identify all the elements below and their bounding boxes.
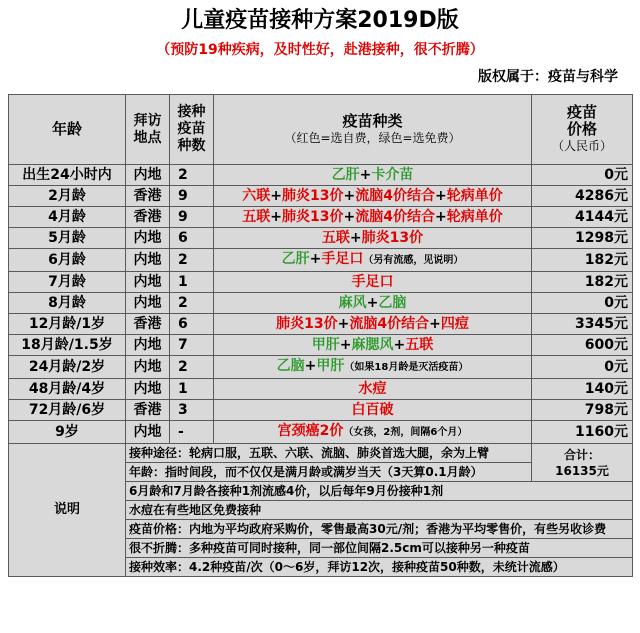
table-row <box>9 400 633 421</box>
age-cell: 72月龄/6岁 <box>9 400 126 421</box>
location-cell: 香港 <box>126 400 170 421</box>
table-row <box>9 249 633 272</box>
table-row <box>9 186 633 207</box>
total-label: 合计： <box>563 447 600 462</box>
vaccine-name: 乙肝 <box>331 167 360 183</box>
vaccine-name: 流脑4价结合 <box>355 209 435 225</box>
count-cell: 9 <box>170 186 214 207</box>
vaccine-name: 手足口 <box>321 251 364 267</box>
header-location-line: 拜访 <box>133 112 162 129</box>
vaccine-name: 六联 <box>242 188 271 204</box>
price-cell: 1298元 <box>532 228 633 249</box>
price-cell: 140元 <box>532 379 633 400</box>
vaccine-name: + <box>339 337 352 353</box>
age-cell: 出生24小时内 <box>9 165 126 186</box>
age-cell: 4月龄 <box>9 207 126 228</box>
count-cell: 9 <box>170 207 214 228</box>
vaccine-name: 白百破 <box>351 402 394 418</box>
vaccine-name: + <box>309 251 322 267</box>
vaccine-schedule-table <box>8 94 633 577</box>
count-cell: 2 <box>170 293 214 314</box>
vaccine-name: 五联 <box>405 337 434 353</box>
page-title: 儿童疫苗接种方案2019D版 <box>181 8 459 33</box>
vaccine-cell <box>214 186 532 207</box>
table-row <box>9 228 633 249</box>
price-cell: 600元 <box>532 335 633 356</box>
vaccine-note: （如果18月龄是灭活疫苗） <box>344 362 469 373</box>
note-line: 年龄：指时间段，而不仅仅是满月龄或满岁当天（3天算0.1月龄） <box>126 463 532 482</box>
vaccine-cell <box>214 293 532 314</box>
note-row <box>9 444 633 463</box>
header-price <box>532 95 633 165</box>
location-cell: 内地 <box>126 272 170 293</box>
vaccine-name: + <box>429 316 441 332</box>
location-cell: 香港 <box>126 207 170 228</box>
header-price-unit: （人民币） <box>551 139 612 153</box>
price-cell: 182元 <box>532 249 633 272</box>
table-row <box>9 293 633 314</box>
table-row <box>9 335 633 356</box>
vaccine-name: 流脑4价结合 <box>355 188 435 204</box>
age-cell: 7月龄 <box>9 272 126 293</box>
table-row <box>9 314 633 335</box>
price-cell: 0元 <box>532 293 633 314</box>
header-age: 年龄 <box>9 95 126 165</box>
header-vaccine-title: 疫苗种类 <box>342 111 403 130</box>
price-cell: 1160元 <box>532 421 633 444</box>
location-cell: 内地 <box>126 228 170 249</box>
table-row <box>9 379 633 400</box>
count-cell: 6 <box>170 228 214 249</box>
vaccine-name: 乙肝 <box>281 251 310 267</box>
header-row <box>9 95 633 165</box>
vaccine-cell <box>214 272 532 293</box>
vaccine-cell <box>214 379 532 400</box>
table-row <box>9 421 633 444</box>
vaccine-name: 麻腮风 <box>351 337 394 353</box>
vaccine-name: + <box>270 188 283 204</box>
vaccine-name: 乙脑 <box>276 358 305 374</box>
vaccine-cell <box>214 400 532 421</box>
total-value: 16135元 <box>555 463 609 478</box>
count-cell: 2 <box>170 356 214 379</box>
header-location-line: 地点 <box>133 129 162 146</box>
vaccine-name: 四痘 <box>440 316 469 332</box>
table-row <box>9 207 633 228</box>
note-line: 接种效率：4.2种疫苗/次（0～6岁，拜访12次，接种疫苗50种数，未统计流感） <box>126 558 633 577</box>
vaccine-cell <box>214 165 532 186</box>
vaccine-cell <box>214 356 532 379</box>
vaccine-cell <box>214 335 532 356</box>
header-price-line: 疫苗 <box>566 103 597 121</box>
age-cell: 12月龄/1岁 <box>9 314 126 335</box>
vaccine-name: + <box>359 167 372 183</box>
vaccine-name: + <box>343 209 356 225</box>
vaccine-name: 轮病单价 <box>446 188 503 204</box>
age-cell: 24月龄/2岁 <box>9 356 126 379</box>
vaccine-name: + <box>304 358 317 374</box>
count-cell: 3 <box>170 400 214 421</box>
vaccine-name: 水痘 <box>358 381 387 397</box>
location-cell: 内地 <box>126 421 170 444</box>
age-cell: 8月龄 <box>9 293 126 314</box>
vaccine-name: + <box>434 188 447 204</box>
location-cell: 内地 <box>126 335 170 356</box>
age-cell: 6月龄 <box>9 249 126 272</box>
count-cell: 1 <box>170 272 214 293</box>
price-cell: 0元 <box>532 165 633 186</box>
vaccine-name: 五联 <box>242 209 271 225</box>
header-location <box>126 95 170 165</box>
vaccine-name: 肺炎13价 <box>276 316 338 332</box>
vaccine-name: 肺炎13价 <box>282 188 344 204</box>
table-row <box>9 356 633 379</box>
price-cell: 4144元 <box>532 207 633 228</box>
vaccine-note: （另有流感，见说明） <box>363 255 464 266</box>
header-vaccine <box>214 95 532 165</box>
note-line: 6月龄和7月龄各接种1剂流感4价，以后每年9月份接种1剂 <box>126 482 633 501</box>
count-cell: 7 <box>170 335 214 356</box>
vaccine-name: 手足口 <box>351 274 394 290</box>
age-cell: 18月龄/1.5岁 <box>9 335 126 356</box>
notes-label: 说明 <box>9 444 126 577</box>
note-line: 很不折腾：多种疫苗可同时接种，同一部位间隔2.5cm可以接种另一种疫苗 <box>126 539 633 558</box>
table-row <box>9 272 633 293</box>
location-cell: 内地 <box>126 165 170 186</box>
location-cell: 内地 <box>126 379 170 400</box>
header-count <box>170 95 214 165</box>
header-price-line: 价格 <box>566 120 597 138</box>
vaccine-name: + <box>349 230 362 246</box>
header-vaccine-note: （红色=选自费，绿色=选免费） <box>284 130 461 145</box>
age-cell: 2月龄 <box>9 186 126 207</box>
vaccine-name: + <box>434 209 447 225</box>
vaccine-name: 肺炎13价 <box>361 230 424 246</box>
note-line: 接种途径：轮病口服，五联、六联、流脑、肺炎首选大腿，余为上臂 <box>126 444 532 463</box>
total-cell <box>532 444 633 482</box>
vaccine-name: 宫颈癌2价 <box>277 423 344 439</box>
location-cell: 内地 <box>126 293 170 314</box>
price-cell: 182元 <box>532 272 633 293</box>
age-cell: 9岁 <box>9 421 126 444</box>
vaccine-name: + <box>270 209 283 225</box>
count-cell: 2 <box>170 165 214 186</box>
location-cell: 香港 <box>126 186 170 207</box>
vaccine-name: + <box>393 337 406 353</box>
price-cell: 0元 <box>532 356 633 379</box>
location-cell: 香港 <box>126 314 170 335</box>
header-count-line: 种数 <box>177 138 206 154</box>
vaccine-name: 卡介苗 <box>371 167 414 183</box>
vaccine-name: 麻风 <box>338 295 367 311</box>
count-cell: - <box>170 421 214 444</box>
price-cell: 4286元 <box>532 186 633 207</box>
header-count-line: 接种 <box>177 104 206 120</box>
vaccine-cell <box>214 228 532 249</box>
vaccine-name: 肺炎13价 <box>282 209 344 225</box>
price-cell: 3345元 <box>532 314 633 335</box>
page-subtitle: （预防19种疾病，及时性好，赴港接种，很不折腾） <box>156 42 484 58</box>
age-cell: 5月龄 <box>9 228 126 249</box>
age-cell: 48月龄/4岁 <box>9 379 126 400</box>
copyright-line: 版权属于：疫苗与科学 <box>478 69 618 85</box>
location-cell: 内地 <box>126 356 170 379</box>
vaccine-note: （女孩，2剂，间隔6个月） <box>343 427 468 438</box>
vaccine-cell <box>214 207 532 228</box>
vaccine-name: 乙脑 <box>378 295 407 311</box>
vaccine-name: 甲肝 <box>316 358 345 374</box>
header-count-line: 疫苗 <box>177 121 206 137</box>
vaccine-name: 流脑4价结合 <box>349 316 430 332</box>
vaccine-name: 五联 <box>321 230 350 246</box>
vaccine-name: 甲肝 <box>311 337 340 353</box>
vaccine-name: 轮病单价 <box>446 209 503 225</box>
vaccine-name: + <box>343 188 356 204</box>
vaccine-cell <box>214 314 532 335</box>
note-line: 疫苗价格：内地为平均政府采购价，零售最高30元/剂；香港为平均零售价，有些另收诊费 <box>126 520 633 539</box>
count-cell: 2 <box>170 249 214 272</box>
vaccine-cell <box>214 421 532 444</box>
price-cell: 798元 <box>532 400 633 421</box>
count-cell: 6 <box>170 314 214 335</box>
vaccine-name: + <box>337 316 350 332</box>
location-cell: 内地 <box>126 249 170 272</box>
note-line: 水痘在有些地区免费接种 <box>126 501 633 520</box>
table-row <box>9 165 633 186</box>
vaccine-name: + <box>366 295 379 311</box>
count-cell: 1 <box>170 379 214 400</box>
vaccine-cell <box>214 249 532 272</box>
